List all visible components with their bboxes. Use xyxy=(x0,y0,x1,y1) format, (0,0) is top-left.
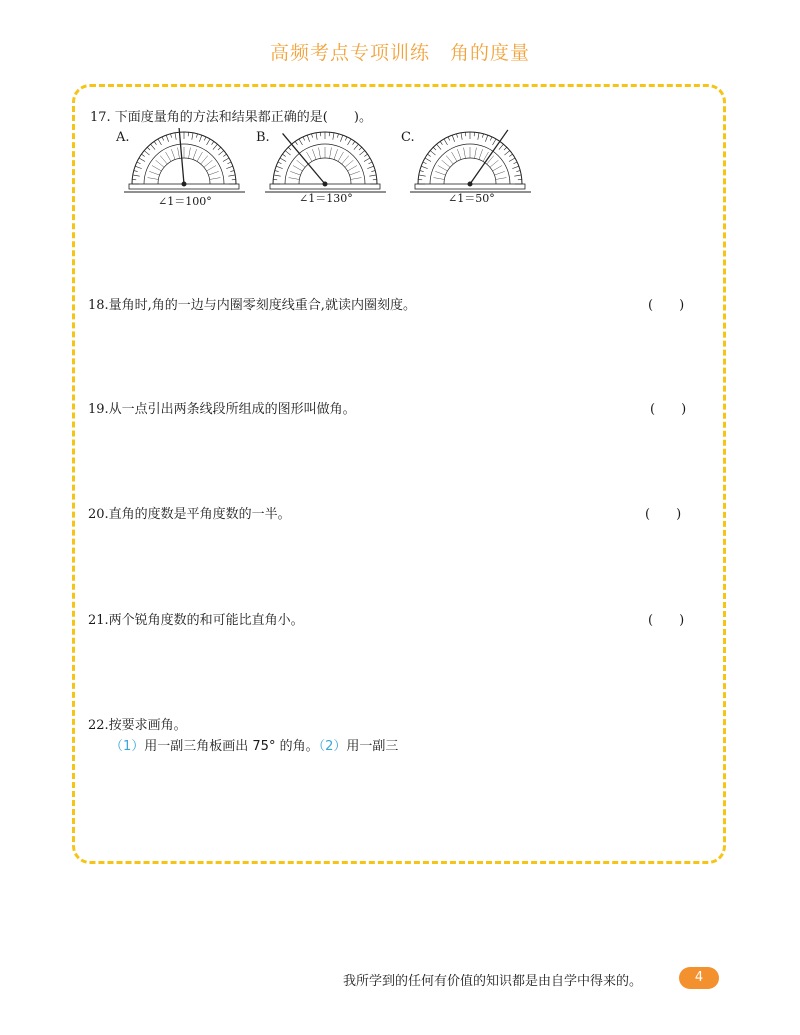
footer-motto: 我所学到的任何有价值的知识都是由自学中得来的。 xyxy=(343,974,643,989)
question-20-answer-paren: ( ) xyxy=(645,507,682,522)
subpart-1-text: 用一副三角板画出 75° 的角。 xyxy=(144,739,319,754)
subpart-1-number: （1） xyxy=(110,739,145,754)
option-a-label: ∠1＝100° xyxy=(158,195,212,208)
question-21-answer-paren: ( ) xyxy=(648,613,685,628)
option-c-label: ∠1＝50° xyxy=(448,192,495,205)
question-19-answer-paren: ( ) xyxy=(650,402,687,417)
option-b-label: ∠1＝130° xyxy=(299,192,353,205)
question-22-text: 22.按要求画角。 xyxy=(88,718,187,733)
subpart-2-number: （2） xyxy=(318,739,347,754)
option-c-letter: C. xyxy=(401,130,415,145)
question-17-text: 17. 下面度量角的方法和结果都正确的是( )。 xyxy=(90,110,372,125)
option-b-letter: B. xyxy=(256,130,270,145)
page-header-title: 高频考点专项训练 角的度量 xyxy=(269,42,530,64)
question-18-text: 18.量角时,角的一边与内圈零刻度线重合,就读内圈刻度。 xyxy=(88,298,416,313)
option-a-letter: A. xyxy=(116,130,130,145)
subpart-2-text: 用一副三 xyxy=(346,739,399,754)
question-19-text: 19.从一点引出两条线段所组成的图形叫做角。 xyxy=(88,402,356,417)
page-number-badge: 4 xyxy=(679,967,719,989)
question-20-text: 20.直角的度数是平角度数的一半。 xyxy=(88,507,291,522)
question-22-subparts xyxy=(110,735,398,754)
question-18-answer-paren: ( ) xyxy=(648,298,685,313)
question-21-text: 21.两个锐角度数的和可能比直角小。 xyxy=(88,613,304,628)
